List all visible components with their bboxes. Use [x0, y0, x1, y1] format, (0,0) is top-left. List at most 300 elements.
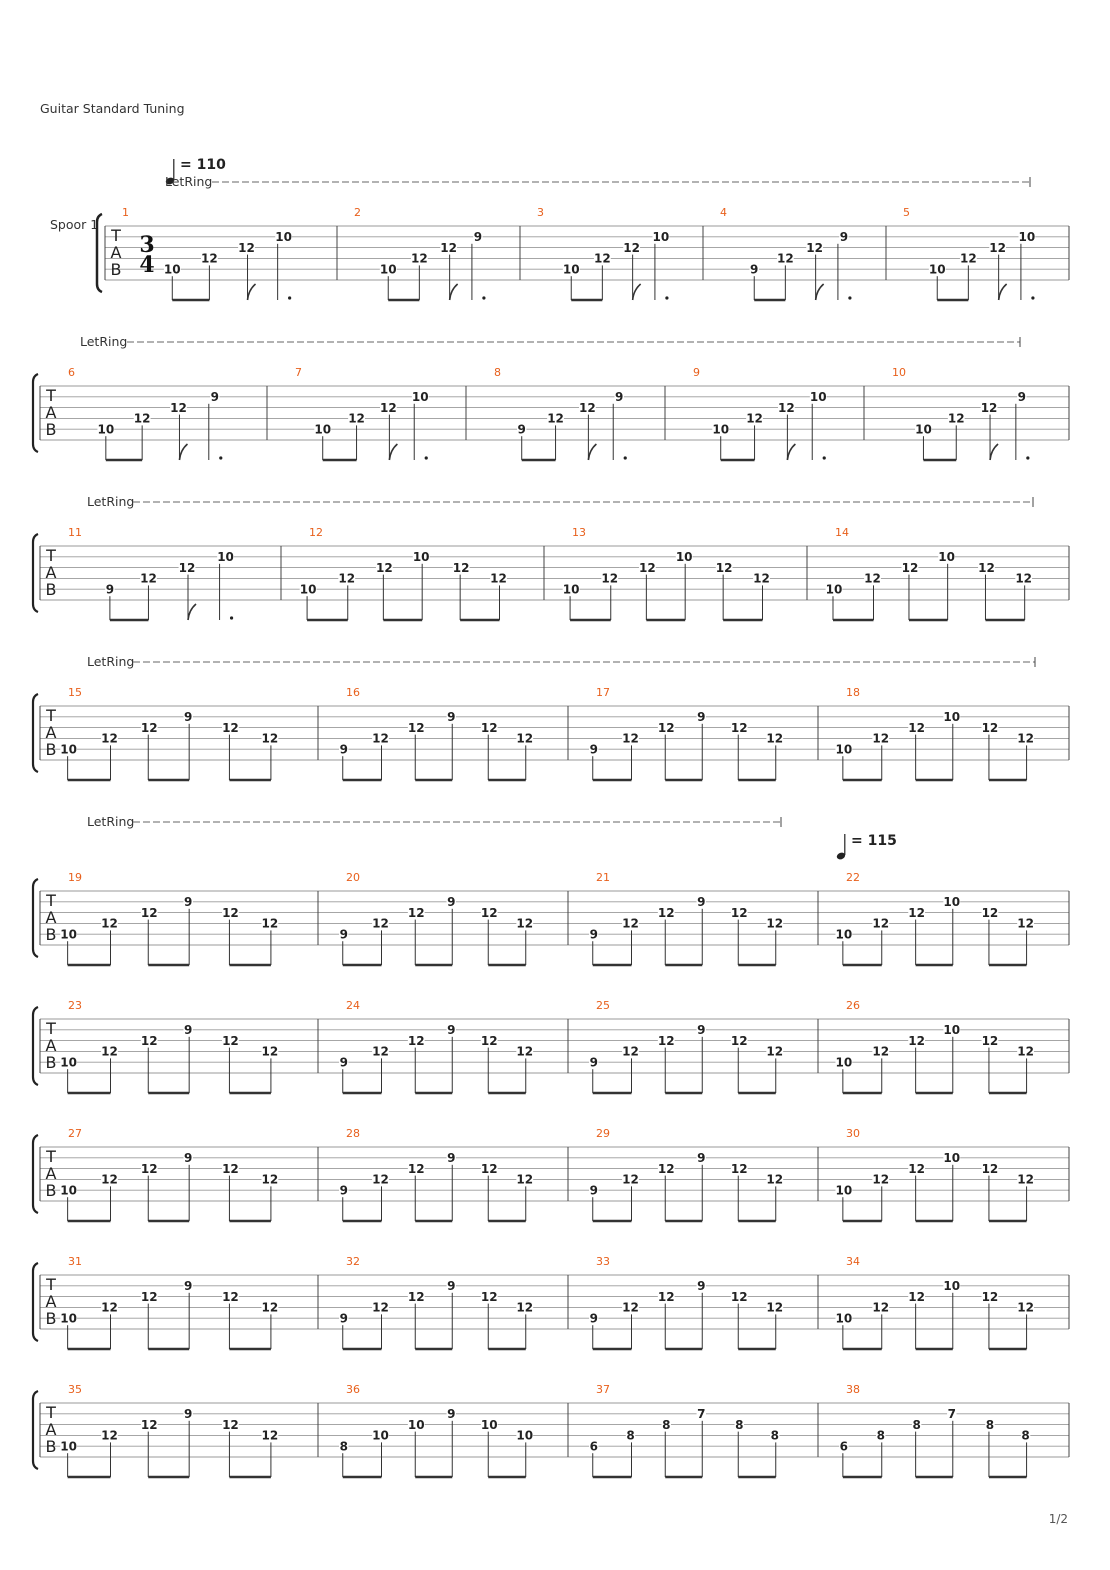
- measure-number: 26: [846, 999, 860, 1012]
- measure: [0, 0, 486, 300]
- measure: [0, 0, 1035, 300]
- measure-number: 15: [68, 686, 82, 699]
- fret-number: 12: [601, 571, 619, 586]
- fret-number: 10: [314, 422, 332, 437]
- dot: [219, 456, 222, 459]
- system-brace: [33, 1263, 38, 1341]
- fret-number: 10: [60, 1439, 77, 1454]
- fret-number: 12: [730, 1161, 748, 1176]
- fret-number: 12: [908, 905, 925, 920]
- fret-number: 12: [101, 1172, 118, 1187]
- fret-number: 12: [101, 731, 118, 746]
- fret-number: 12: [872, 1044, 890, 1059]
- fret-number: 9: [615, 390, 624, 405]
- dot: [624, 456, 627, 459]
- fret-number: 8: [770, 1428, 779, 1443]
- fret-number: 9: [447, 1279, 456, 1294]
- fret-number: 12: [908, 720, 925, 735]
- fret-number: 9: [589, 742, 598, 757]
- measure-number: 6: [68, 366, 75, 379]
- fret-number: 12: [746, 411, 763, 426]
- fret-number: 10: [943, 1279, 961, 1294]
- fret-number: 9: [183, 1407, 193, 1422]
- fret-number: 12: [730, 1033, 748, 1048]
- let-ring-label: LetRing: [87, 814, 135, 829]
- fret-number: 12: [261, 731, 279, 746]
- fret-number: 12: [372, 1172, 389, 1187]
- fret-number: 12: [872, 916, 890, 931]
- fret-number: 12: [480, 1161, 498, 1176]
- measure-number: 23: [68, 999, 82, 1012]
- fret-number: 12: [222, 720, 239, 735]
- fret-number: 12: [547, 411, 564, 426]
- fret-number: 12: [261, 1172, 279, 1187]
- fret-number: 9: [339, 927, 348, 942]
- tab-letter-t: T: [46, 1403, 56, 1422]
- fret-number: 10: [943, 895, 961, 910]
- tab-letter-t: T: [46, 1019, 56, 1038]
- measure: [0, 0, 278, 780]
- eighth-flag: [816, 284, 824, 300]
- fret-number: 12: [516, 731, 534, 746]
- fret-number: 10: [372, 1428, 389, 1443]
- tab-letter-a: A: [110, 243, 122, 262]
- tab-letter-b: B: [45, 1181, 57, 1200]
- tab-letter-a: A: [45, 908, 57, 927]
- fret-number: 9: [697, 1023, 706, 1038]
- fret-number: 12: [261, 1300, 279, 1315]
- tab-system: [0, 0, 1069, 620]
- fret-number: 12: [261, 1044, 279, 1059]
- measure-number: 4: [720, 206, 727, 219]
- fret-number: 10: [928, 262, 946, 277]
- fret-number: 12: [730, 720, 748, 735]
- fret-number: 12: [222, 1289, 239, 1304]
- fret-number: 9: [1017, 390, 1027, 405]
- tab-letter-b: B: [45, 420, 57, 439]
- measure: [0, 0, 533, 1221]
- fret-number: 10: [675, 550, 693, 565]
- fret-number: 12: [766, 1300, 784, 1315]
- fret-number: 12: [579, 400, 596, 415]
- tab-letter-a: A: [45, 403, 57, 422]
- system-brace: [33, 1391, 38, 1469]
- fret-number: 12: [593, 251, 611, 266]
- measure-number: 20: [346, 871, 360, 884]
- fret-number: 9: [105, 582, 115, 597]
- fret-number: 12: [516, 1300, 534, 1315]
- fret-number: 12: [622, 1172, 639, 1187]
- fret-number: 12: [1017, 916, 1034, 931]
- measure-number: 14: [835, 526, 849, 539]
- fret-number: 12: [372, 1300, 389, 1315]
- measure-number: 34: [846, 1255, 860, 1268]
- fret-number: 7: [947, 1407, 956, 1422]
- fret-number: 12: [1015, 571, 1033, 586]
- fret-number: 10: [809, 390, 827, 405]
- fret-number: 9: [697, 710, 706, 725]
- fret-number: 6: [589, 1439, 598, 1454]
- fret-number: 12: [778, 400, 795, 415]
- fret-number: 10: [835, 1311, 853, 1326]
- fret-number: 12: [407, 1033, 425, 1048]
- tab-letter-b: B: [45, 1053, 57, 1072]
- eighth-flag: [188, 604, 196, 620]
- measure: [0, 0, 669, 300]
- fret-number: 9: [447, 1407, 456, 1422]
- fret-number: 9: [839, 230, 849, 245]
- measure-number: 1: [122, 206, 129, 219]
- fret-number: 10: [943, 1151, 961, 1166]
- fret-number: 10: [217, 550, 234, 565]
- fret-number: 12: [989, 240, 1006, 255]
- fret-number: 9: [589, 1055, 598, 1070]
- fret-number: 10: [835, 742, 853, 757]
- measure: [0, 0, 1029, 460]
- eighth-flag: [389, 444, 397, 460]
- fret-number: 10: [562, 582, 580, 597]
- dot: [665, 296, 668, 299]
- fret-number: 12: [981, 905, 999, 920]
- fret-number: 10: [825, 582, 843, 597]
- fret-number: 9: [339, 1055, 348, 1070]
- let-ring-label: LetRing: [87, 654, 135, 669]
- fret-number: 12: [452, 560, 470, 575]
- fret-number: 12: [222, 1417, 239, 1432]
- fret-number: 12: [806, 240, 823, 255]
- fret-number: 12: [222, 1161, 239, 1176]
- tab-letter-b: B: [45, 925, 57, 944]
- measure-number: 18: [846, 686, 860, 699]
- fret-number: 12: [981, 1033, 999, 1048]
- fret-number: 12: [981, 1161, 999, 1176]
- fret-number: 12: [981, 720, 999, 735]
- fret-number: 12: [140, 720, 158, 735]
- tab-letter-a: A: [45, 1164, 57, 1183]
- tab-system: [0, 0, 1069, 460]
- fret-number: 12: [261, 1428, 279, 1443]
- fret-number: 8: [1021, 1428, 1030, 1443]
- time-signature-top: 3: [139, 232, 155, 258]
- fret-number: 12: [407, 720, 425, 735]
- measure-number: 17: [596, 686, 610, 699]
- measure: [0, 0, 278, 965]
- measure-number: 9: [693, 366, 700, 379]
- fret-number: 9: [183, 1279, 193, 1294]
- tab-system: [0, 0, 1069, 300]
- fret-number: 12: [622, 731, 639, 746]
- fret-number: 12: [776, 251, 794, 266]
- tab-letter-t: T: [46, 891, 56, 910]
- fret-number: 7: [697, 1407, 706, 1422]
- fret-number: 9: [517, 422, 526, 437]
- eighth-flag: [179, 444, 187, 460]
- fret-number: 12: [622, 1300, 639, 1315]
- fret-number: 9: [750, 262, 759, 277]
- fret-number: 12: [908, 1289, 925, 1304]
- tab-letter-t: T: [46, 546, 56, 565]
- measure-number: 5: [903, 206, 910, 219]
- fret-number: 10: [480, 1417, 498, 1432]
- fret-number: 12: [657, 720, 675, 735]
- system-brace: [33, 374, 38, 452]
- tuning-header: Guitar Standard Tuning: [40, 101, 185, 116]
- fret-number: 12: [101, 1044, 118, 1059]
- eighth-flag: [999, 284, 1007, 300]
- tab-letter-b: B: [45, 1437, 57, 1456]
- dot: [1031, 296, 1034, 299]
- fret-number: 10: [60, 1311, 77, 1326]
- fret-number: 8: [339, 1439, 348, 1454]
- fret-number: 12: [480, 1289, 498, 1304]
- fret-number: 12: [516, 916, 534, 931]
- fret-number: 12: [407, 905, 425, 920]
- fret-number: 10: [943, 1023, 961, 1038]
- tab-letter-a: A: [45, 1420, 57, 1439]
- fret-number: 10: [60, 1055, 77, 1070]
- fret-number: 10: [97, 422, 115, 437]
- fret-number: 9: [183, 1151, 193, 1166]
- measure-number: 21: [596, 871, 610, 884]
- fret-number: 12: [140, 1161, 158, 1176]
- fret-number: 12: [480, 720, 498, 735]
- dot: [425, 456, 428, 459]
- measure: [0, 0, 533, 965]
- measure: [0, 0, 1034, 780]
- fret-number: 12: [480, 1033, 498, 1048]
- measure-number: 16: [346, 686, 360, 699]
- page-number: 1/2: [1048, 1512, 1068, 1526]
- tab-letter-t: T: [111, 226, 121, 245]
- let-ring-label: LetRing: [87, 494, 135, 509]
- fret-number: 10: [943, 710, 961, 725]
- fret-number: 10: [407, 1417, 425, 1432]
- system-brace: [33, 879, 38, 957]
- eighth-flag: [787, 444, 795, 460]
- fret-number: 10: [562, 262, 580, 277]
- fret-number: 12: [201, 251, 218, 266]
- fret-number: 12: [908, 1161, 925, 1176]
- system-brace: [33, 534, 38, 612]
- fret-number: 12: [222, 1033, 239, 1048]
- fret-number: 12: [1017, 731, 1034, 746]
- fret-number: 12: [1017, 1172, 1034, 1187]
- fret-number: 12: [622, 1044, 639, 1059]
- fret-number: 12: [901, 560, 919, 575]
- fret-number: 12: [657, 905, 675, 920]
- fret-number: 12: [261, 916, 279, 931]
- fret-number: 10: [60, 1183, 77, 1198]
- dot: [848, 296, 851, 299]
- fret-number: 12: [376, 560, 393, 575]
- tab-letter-a: A: [45, 723, 57, 742]
- fret-number: 9: [447, 895, 456, 910]
- fret-number: 10: [411, 390, 429, 405]
- fret-number: 8: [735, 1417, 744, 1432]
- measure-number: 22: [846, 871, 860, 884]
- fret-number: 9: [210, 390, 219, 405]
- eighth-flag: [248, 284, 256, 300]
- fret-number: 12: [238, 240, 255, 255]
- measure-number: 28: [346, 1127, 360, 1140]
- fret-number: 9: [339, 1183, 348, 1198]
- fret-number: 9: [339, 1311, 348, 1326]
- measure: [0, 0, 1032, 620]
- fret-number: 12: [140, 905, 158, 920]
- time-signature-bottom: 4: [139, 252, 155, 278]
- tempo-marking: = 110: [180, 157, 226, 173]
- eighth-flag: [588, 444, 596, 460]
- fret-number: 12: [766, 1044, 784, 1059]
- tab-letter-t: T: [46, 1275, 56, 1294]
- measure-number: 12: [309, 526, 323, 539]
- fret-number: 9: [183, 895, 193, 910]
- fret-number: 12: [348, 411, 365, 426]
- fret-number: 12: [639, 560, 656, 575]
- system-brace: [33, 694, 38, 772]
- measure-number: 13: [572, 526, 586, 539]
- fret-number: 12: [338, 571, 356, 586]
- instrument-label: Spoor 1: [50, 217, 99, 232]
- fret-number: 12: [623, 240, 640, 255]
- fret-number: 12: [981, 1289, 999, 1304]
- fret-number: 12: [766, 1172, 784, 1187]
- fret-number: 12: [980, 400, 998, 415]
- fret-number: 9: [447, 710, 456, 725]
- fret-number: 12: [372, 1044, 389, 1059]
- tab-letter-b: B: [45, 580, 57, 599]
- measure-number: 32: [346, 1255, 360, 1268]
- fret-number: 9: [589, 1183, 598, 1198]
- measure-number: 19: [68, 871, 82, 884]
- fret-number: 8: [985, 1417, 995, 1432]
- measure-number: 37: [596, 1383, 610, 1396]
- fret-number: 12: [140, 1289, 158, 1304]
- fret-number: 12: [101, 1428, 118, 1443]
- fret-number: 12: [872, 1172, 890, 1187]
- fret-number: 10: [163, 262, 181, 277]
- system-brace: [33, 1007, 38, 1085]
- fret-number: 9: [183, 1023, 193, 1038]
- fret-number: 10: [835, 927, 853, 942]
- fret-number: 12: [407, 1289, 425, 1304]
- eighth-flag: [450, 284, 458, 300]
- fret-number: 10: [412, 550, 430, 565]
- tempo-note-icon: [836, 834, 846, 861]
- fret-number: 12: [178, 560, 196, 575]
- fret-number: 12: [730, 905, 748, 920]
- tab-letter-a: A: [45, 1292, 57, 1311]
- fret-number: 10: [835, 1055, 853, 1070]
- dot: [482, 296, 485, 299]
- fret-number: 9: [447, 1023, 456, 1038]
- fret-number: 12: [101, 1300, 118, 1315]
- fret-number: 12: [480, 905, 498, 920]
- measure-number: 29: [596, 1127, 610, 1140]
- tab-letter-a: A: [45, 1036, 57, 1055]
- dot: [230, 616, 233, 619]
- measure: [0, 0, 770, 620]
- dot: [1026, 456, 1029, 459]
- measure-number: 24: [346, 999, 360, 1012]
- tab-system: [0, 0, 1069, 780]
- eighth-flag: [990, 444, 998, 460]
- fret-number: 10: [60, 927, 77, 942]
- fret-number: 8: [626, 1428, 635, 1443]
- measure-number: 36: [346, 1383, 360, 1396]
- fret-number: 9: [697, 1279, 706, 1294]
- measure-number: 30: [846, 1127, 860, 1140]
- fret-number: 12: [140, 1033, 158, 1048]
- fret-number: 12: [657, 1033, 675, 1048]
- dot: [823, 456, 826, 459]
- fret-number: 12: [864, 571, 881, 586]
- fret-number: 12: [715, 560, 733, 575]
- measure-number: 33: [596, 1255, 610, 1268]
- measure-number: 38: [846, 1383, 860, 1396]
- fret-number: 9: [589, 1311, 598, 1326]
- fret-number: 9: [339, 742, 348, 757]
- tab-letter-b: B: [45, 1309, 57, 1328]
- fret-number: 12: [372, 916, 389, 931]
- fret-number: 12: [222, 905, 239, 920]
- fret-number: 12: [947, 411, 965, 426]
- measure-number: 7: [295, 366, 302, 379]
- measure-number: 2: [354, 206, 361, 219]
- measure-number: 11: [68, 526, 82, 539]
- fret-number: 12: [657, 1161, 675, 1176]
- fret-number: 12: [372, 731, 389, 746]
- fret-number: 10: [275, 230, 292, 245]
- fret-number: 8: [912, 1417, 921, 1432]
- eighth-flag: [633, 284, 641, 300]
- fret-number: 10: [835, 1183, 853, 1198]
- measure-number: 35: [68, 1383, 82, 1396]
- measure-number: 25: [596, 999, 610, 1012]
- fret-number: 12: [140, 1417, 158, 1432]
- tab-letter-t: T: [46, 386, 56, 405]
- fret-number: 12: [140, 571, 157, 586]
- fret-number: 10: [938, 550, 955, 565]
- fret-number: 12: [1017, 1044, 1034, 1059]
- measure-number: 10: [892, 366, 906, 379]
- fret-number: 12: [730, 1289, 748, 1304]
- fret-number: 10: [712, 422, 730, 437]
- tab-letter-a: A: [45, 563, 57, 582]
- tab-letter-t: T: [46, 706, 56, 725]
- fret-number: 10: [60, 742, 77, 757]
- fret-number: 10: [299, 582, 317, 597]
- fret-number: 12: [410, 251, 428, 266]
- fret-number: 12: [959, 251, 977, 266]
- fret-number: 6: [839, 1439, 849, 1454]
- fret-number: 12: [622, 916, 639, 931]
- fret-number: 12: [872, 731, 890, 746]
- fret-number: 12: [766, 916, 784, 931]
- fret-number: 10: [915, 422, 932, 437]
- fret-number: 12: [516, 1172, 534, 1187]
- let-ring-label: LetRing: [165, 174, 213, 189]
- fret-number: 12: [490, 571, 507, 586]
- tab-letter-b: B: [45, 740, 57, 759]
- fret-number: 12: [1017, 1300, 1034, 1315]
- fret-number: 10: [1018, 230, 1036, 245]
- measure-number: 27: [68, 1127, 82, 1140]
- measure: [0, 0, 234, 620]
- fret-number: 9: [473, 230, 483, 245]
- measure-number: 31: [68, 1255, 82, 1268]
- measure-number: 8: [494, 366, 501, 379]
